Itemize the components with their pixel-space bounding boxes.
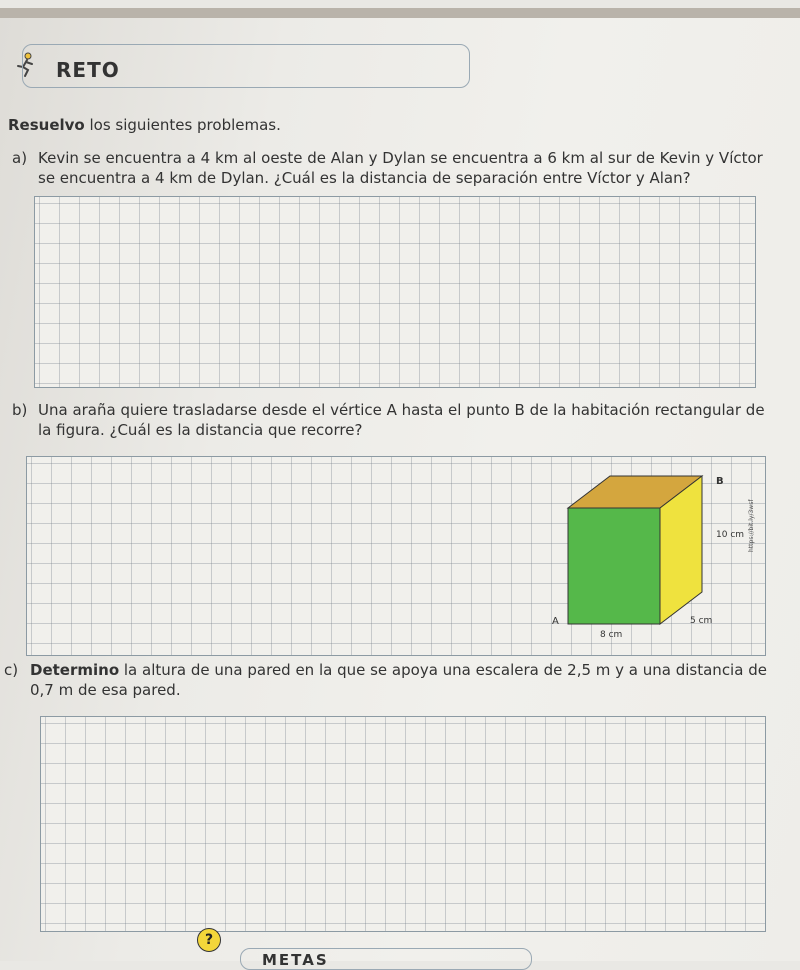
resource-link[interactable]: https://bit.ly/3wsf [748,499,755,552]
answer-grid-a[interactable] [34,196,756,388]
box-front-face [568,508,660,624]
problem-b [12,400,772,440]
problem-a [12,148,772,188]
depth-label: 5 cm [690,616,713,626]
problem-b-text: Una araña quiere trasladarse desde el vértice A hasta el punto B de la habitación rectangular de la figura. ¿Cuál es la distancia que recorre? [38,401,765,439]
width-label: 8 cm [600,630,623,640]
problem-c-body: la altura de una pared en la que se apoya una escalera de 2,5 m y a una distancia de 0,7 m de esa pared. [30,661,767,699]
page-top-edge [0,8,800,18]
instruction [8,116,281,134]
problem-a-text: Kevin se encuentra a 4 km al oeste de Alan y Dylan se encuentra a 6 km al sur de Kevin y Víctor se encuentra a 4 km de Dylan. ¿Cuál es la distancia de separación entre Víctor y Alan? [38,149,763,187]
instruction-text: los siguientes problemas. [84,116,281,134]
problem-c-text [4,660,784,700]
vertex-a-label: A [552,616,559,627]
section-title: RETO [56,58,120,82]
problem-c-bold: Determino [30,661,120,679]
problem-c [4,660,784,700]
problem-c-letter: c) [4,661,19,679]
problem-a-letter: a) [12,149,28,167]
instruction-bold: Resuelvo [8,116,85,134]
height-label: 10 cm [716,530,745,540]
room-figure [520,470,760,640]
help-icon: ? [197,928,221,952]
footer-label: METAS [262,951,329,969]
problem-b-letter: b) [12,401,28,419]
box-illustration [520,470,760,640]
vertex-b-label: B [716,476,724,487]
answer-grid-c[interactable] [40,716,766,932]
